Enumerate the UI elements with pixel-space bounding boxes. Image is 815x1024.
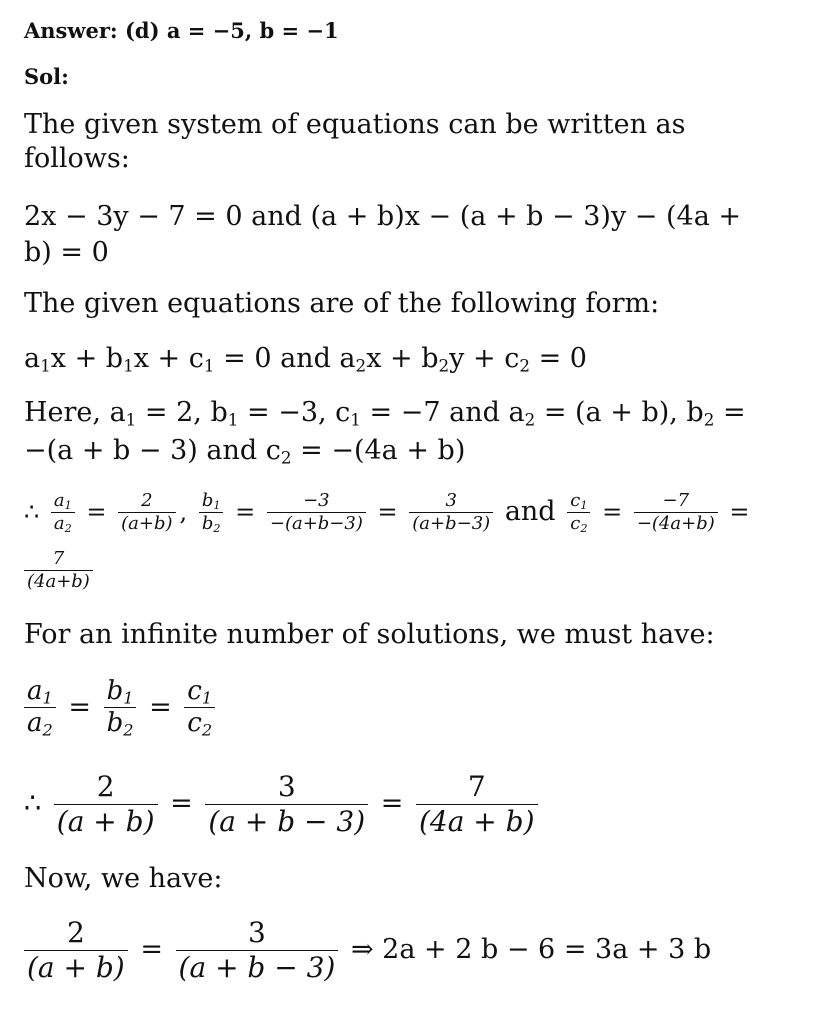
ratio-a1-a2: $\frac{a_1}{a_2}$ — [51, 490, 75, 534]
infinite-intro: For an infinite number of solutions, we must have: — [24, 619, 715, 650]
final-equation: $\frac{2}{(a + b)}$ = $\frac{3}{(a + b - 3)}$ ⇒ 2a + 2 b − 6 = 3a + 3 b — [24, 916, 711, 984]
fraction-minus7: $\frac{-7}{-(4a+b)}$ — [634, 490, 718, 534]
answer-line — [24, 14, 339, 48]
system-line-1: 2x − 3y − 7 = 0 and (a + b)x − (a + b − 3)y − (4a + — [24, 201, 742, 232]
therefore-fraction-2: $\frac{2}{(a + b)}$ — [54, 770, 158, 838]
ratio-b1-b2: $\frac{b_1}{b_2}$ — [199, 490, 224, 534]
fraction-7: $\frac{7}{(4a+b)}$ — [24, 548, 93, 592]
form-intro: The given equations are of the following form: — [24, 288, 660, 319]
condition-c-ratio: $\frac{c_1}{c_2}$ — [184, 676, 215, 739]
coefficients-line-2: −(a + b − 3) and $c_2 = -(4a + b)$ — [24, 435, 466, 468]
answer-label: Answer: — [24, 18, 118, 43]
general-form-equation: $a_1x + b_1x + c_1 = 0$ and $a_2x + b_2y + c_2 = 0$ — [24, 343, 587, 376]
ratios-equation-continued — [24, 548, 97, 592]
now-line: Now, we have: — [24, 863, 223, 894]
final-rhs: ⇒ 2a + 2 b − 6 = 3a + 3 b — [350, 934, 712, 966]
sol-label: Sol: — [24, 64, 69, 89]
intro-line-1: The given system of equations can be written as — [24, 109, 686, 140]
ratios-equation: ∴ $\frac{a_1}{a_2}$ = $\frac{2}{(a+b)}$ , $\frac{b_1}{b_2}$ = $\frac{-3}{-(a+b-3)}$ = $\frac{3}{(a+b-3)}$ and $\frac{c_1}{c_2}$ = $\frac{-7}{-(4a+b)}$ = — [24, 490, 750, 535]
therefore-fraction-3: $\frac{3}{(a + b - 3)}$ — [205, 770, 368, 838]
ratio-c1-c2: $\frac{c_1}{c_2}$ — [567, 490, 590, 534]
condition-b-ratio: $\frac{b_1}{b_2}$ — [104, 676, 137, 739]
final-fraction-3: $\frac{3}{(a + b - 3)}$ — [176, 916, 339, 984]
fraction-2-over-a-plus-b: $\frac{2}{(a+b)}$ — [118, 490, 175, 534]
system-line-2: b) = 0 — [24, 237, 109, 268]
therefore-symbol: ∴ — [24, 498, 40, 527]
therefore-fraction-7: $\frac{7}{(4a + b)}$ — [416, 770, 538, 838]
condition-equation: $\frac{a_1}{a_2}$ = $\frac{b_1}{b_2}$ = $\frac{c_1}{c_2}$ — [24, 676, 219, 739]
condition-a-ratio: $\frac{a_1}{a_2}$ — [24, 676, 56, 739]
intro-line-2: follows: — [24, 143, 130, 174]
fraction-3: $\frac{3}{(a+b-3)}$ — [409, 490, 493, 534]
therefore-equation: ∴ $\frac{2}{(a + b)}$ = $\frac{3}{(a + b - 3)}$ = $\frac{7}{(4a + b)}$ — [24, 770, 542, 838]
coefficients-line-1: Here, $a_1 = 2$, $b_1 = -3$, $c_1 = -7$ and $a_2 = (a + b)$, $b_2$ = — [24, 397, 746, 430]
fraction-minus3: $\frac{-3}{-(a+b-3)}$ — [267, 490, 366, 534]
answer-text: (d) a = −5, b = −1 — [124, 18, 339, 43]
final-fraction-2: $\frac{2}{(a + b)}$ — [24, 916, 128, 984]
